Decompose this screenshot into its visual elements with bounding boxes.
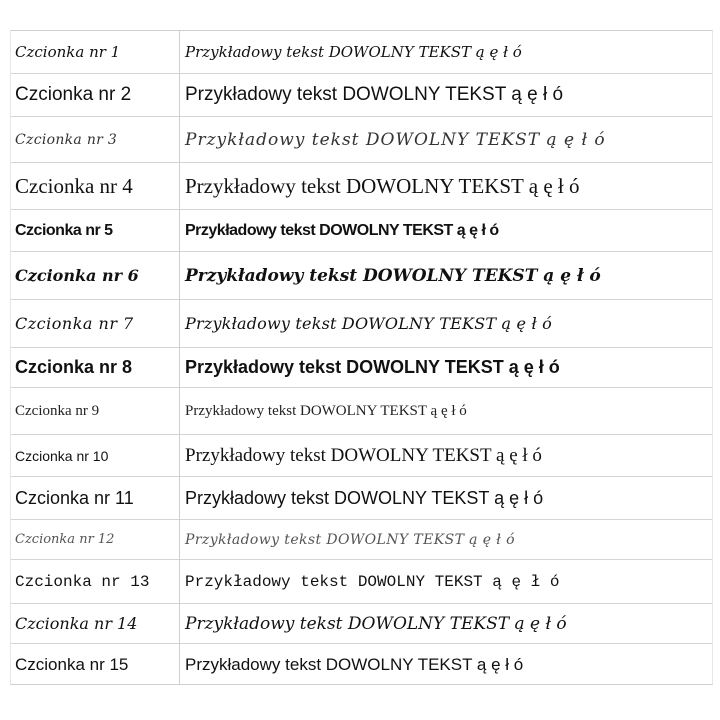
table-row (11, 252, 712, 300)
font-sample-cell: Przykładowy tekst DOWOLNY TEKST ą ę ł ó (185, 655, 524, 674)
font-sample-cell: Przykładowy tekst DOWOLNY TEKST ą ę ł ó (185, 402, 467, 419)
font-sample-cell: Przykładowy tekst DOWOLNY TEKST ą ę ł ó (185, 444, 542, 466)
table-row (11, 31, 712, 74)
font-name-cell: Czcionka nr 13 (15, 572, 150, 591)
font-sample-cell: Przykładowy tekst DOWOLNY TEKST ą ę ł ó (185, 173, 580, 198)
table-row (11, 163, 712, 210)
font-sample-cell: Przykładowy tekst DOWOLNY TEKST ą ę ł ó (185, 357, 560, 377)
font-name-cell: Czcionka nr 9 (15, 402, 100, 419)
table-row (11, 560, 712, 604)
table-row (11, 477, 712, 520)
table-row (11, 604, 712, 644)
table-row (11, 210, 712, 252)
font-sample-cell: Przykładowy tekst DOWOLNY TEKST ą ę ł ó (185, 572, 560, 591)
table-row (11, 644, 712, 686)
table-row (11, 435, 712, 477)
font-name-cell: Czcionka nr 4 (15, 173, 133, 198)
font-sample-cell: Przykładowy tekst DOWOLNY TEKST ą ę ł ó (185, 129, 606, 150)
font-sample-cell: Przykładowy tekst DOWOLNY TEKST ą ę ł ó (185, 265, 601, 286)
font-name-cell: Czcionka nr 3 (15, 131, 118, 148)
font-sample-table (10, 30, 713, 685)
font-sample-cell: Przykładowy tekst DOWOLNY TEKST ą ę ł ó (185, 314, 553, 333)
font-name-cell: Czcionka nr 10 (15, 447, 109, 464)
table-row (11, 348, 712, 388)
font-name-cell: Czcionka nr 11 (15, 487, 134, 508)
font-sample-cell: Przykładowy tekst DOWOLNY TEKST ą ę ł ó (185, 487, 544, 508)
font-name-cell: Czcionka nr 2 (15, 84, 132, 105)
font-name-cell: Czcionka nr 5 (15, 221, 113, 239)
font-name-cell: Czcionka nr 14 (15, 614, 138, 633)
font-sample-cell: Przykładowy tekst DOWOLNY TEKST ą ę ł ó (185, 43, 522, 61)
table-row (11, 388, 712, 435)
font-name-cell: Czcionka nr 6 (15, 266, 139, 285)
font-name-cell: Czcionka nr 12 (15, 532, 115, 547)
font-name-cell: Czcionka nr 1 (15, 43, 121, 61)
font-sample-cell: Przykładowy tekst DOWOLNY TEKST ą ę ł ó (185, 84, 564, 105)
table-row (11, 74, 712, 117)
table-row (11, 117, 712, 163)
table-row (11, 300, 712, 348)
font-sample-cell: Przykładowy tekst DOWOLNY TEKST ą ę ł ó (185, 221, 499, 239)
font-sample-cell: Przykładowy tekst DOWOLNY TEKST ą ę ł ó (185, 613, 567, 634)
font-name-cell: Czcionka nr 8 (15, 357, 133, 377)
font-name-cell: Czcionka nr 7 (15, 314, 134, 333)
font-name-cell: Czcionka nr 15 (15, 655, 129, 674)
table-row (11, 520, 712, 560)
font-sample-cell: Przykładowy tekst DOWOLNY TEKST ą ę ł ó (185, 531, 515, 548)
